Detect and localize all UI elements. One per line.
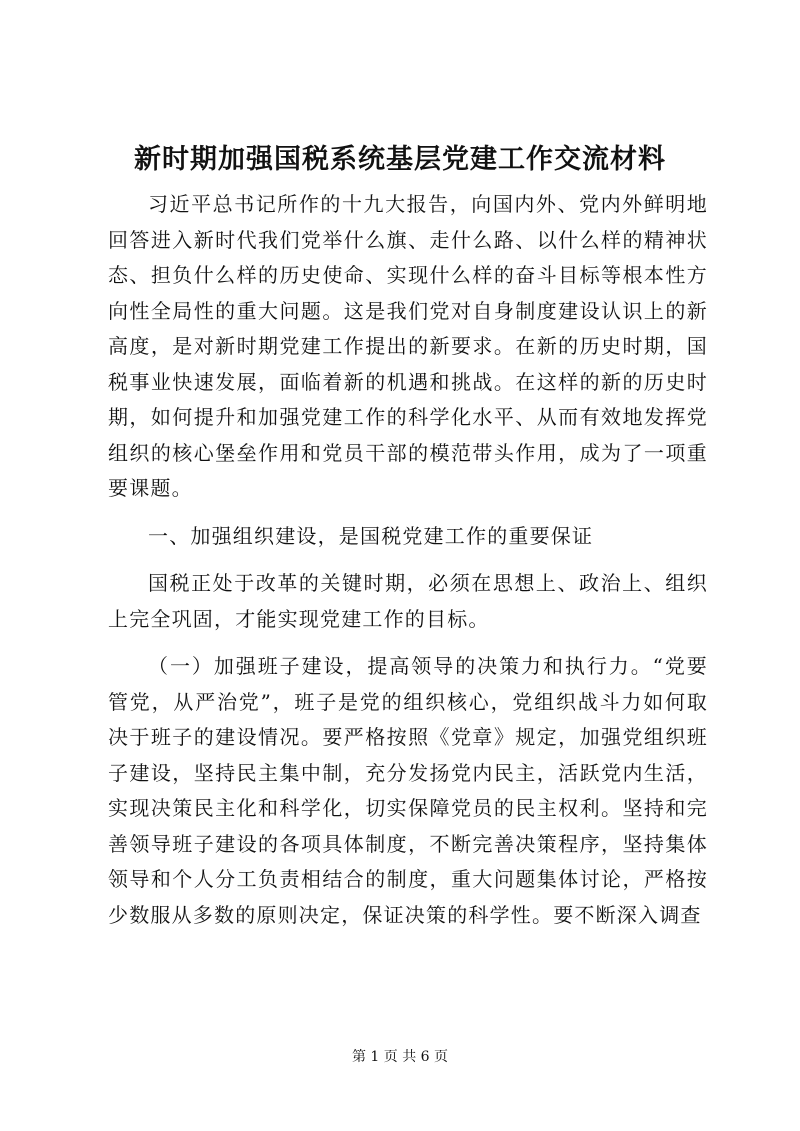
document-title: 新时期加强国税系统基层党建工作交流材料 [134, 144, 666, 175]
document-body [108, 187, 708, 933]
paragraph-intro: 习近平总书记所作的十九大报告，向国内外、党内外鲜明地回答进入新时代我们党举什么旗、走什么路、以什么样的精神状态、担负什么样的历史使命、实现什么样的奋斗目标等根本性方向性全局性的重大问题。这是我们党对自身制度建设认识上的新高度，是对新时期党建工作提出的新要求。在新的历史时期，国税事业快速发展，面临着新的机遇和挑战。在这样的新的历史时期，如何提升和加强党建工作的科学化水平、从而有效地发挥党组织的核心堡垒作用和党员干部的模范带头作用，成为了一项重要课题。 [108, 192, 708, 500]
section-heading-1: 一、加强组织建设，是国税党建工作的重要保证 [148, 523, 594, 548]
paragraph-section-1-lead: 国税正处于改革的关键时期，必须在思想上、政治上、组织上完全巩固，才能实现党建工作的目标。 [108, 571, 708, 631]
paragraph-subsection-1: （一）加强班子建设，提高领导的决策力和执行力。“党要管党，从严治党”，班子是党的组织核心，党组织战斗力如何取决于班子的建设情况。要严格按照《党章》规定，加强党组织班子建设，坚持民主集中制，充分发扬党内民主，活跃党内生活，实现决策民主化和科学化，切实保障党员的民主权利。坚持和完善领导班子建设的各项具体制度，不断完善决策程序，坚持集体领导和个人分工负责相结合的制度，重大问题集体讨论，严格按少数服从多数的原则决定，保证决策的科学性。要不断深入调查 [108, 654, 708, 927]
page-footer: 第 1 页 共 6 页 [351, 1049, 449, 1065]
